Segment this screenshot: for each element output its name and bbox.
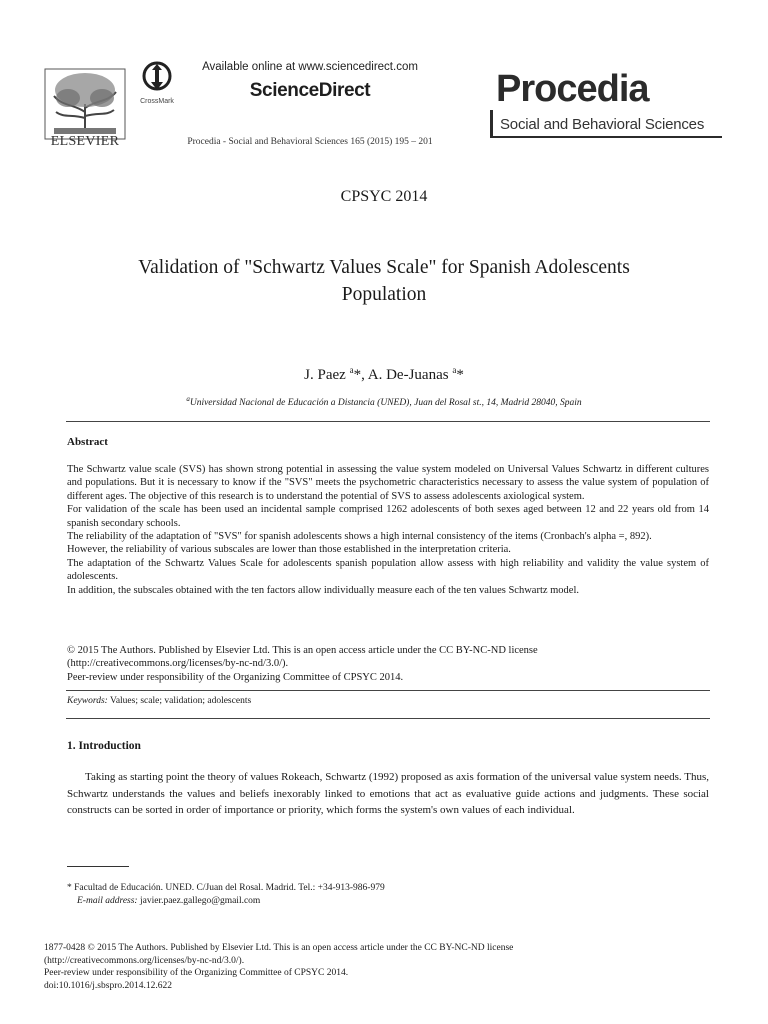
crossmark-label: CrossMark: [140, 98, 174, 105]
sciencedirect-logo[interactable]: ScienceDirect: [249, 80, 371, 101]
email-address[interactable]: javier.paez.gallego@gmail.com: [137, 896, 261, 906]
affiliation: [0, 395, 768, 408]
section-heading-introduction: 1. Introduction: [67, 740, 141, 752]
author-2: *, A. De-Juanas: [353, 367, 453, 383]
page-footer: [44, 942, 734, 992]
title-line-2: Population: [341, 284, 427, 305]
author-list: [0, 365, 768, 384]
affiliation-mark: a: [186, 395, 190, 403]
divider-bottom: [66, 718, 710, 719]
journal-citation: Procedia - Social and Behavioral Sciences 165 (2015) 195 – 201: [187, 137, 433, 147]
abstract-paragraph: For validation of the scale has been used an incidental sample comprised 1262 adolescents of both sexes aged between 12 and 22 years old from 14 spanish secondary schools.: [67, 504, 709, 529]
conference-name: CPSYC 2014: [340, 188, 428, 205]
author-1-affil: a: [349, 365, 354, 375]
footer-license-link[interactable]: (http://creativecommons.org/licenses/by-nc-nd/3.0/).: [44, 955, 245, 966]
abstract-paragraph: The reliability of the adaptation of "SVS" for spanish adolescents shows a high internal consistency of the items (Cronbach's alpha =, 892).: [67, 531, 652, 543]
procedia-frame-bottom: [490, 136, 722, 138]
abstract-paragraph: In addition, the subscales obtained with the ten factors allow individually measure each of the ten values Schwartz model.: [67, 584, 580, 596]
license-statement: [67, 644, 709, 684]
license-link[interactable]: (http://creativecommons.org/licenses/by-nc-nd/3.0/).: [67, 658, 289, 670]
abstract-paragraph: The adaptation of the Schwartz Values Scale for adolescents spanish population allow assess with high reliability and validity the value system of adolescents.: [67, 557, 709, 583]
elsevier-wordmark: ELSEVIER: [50, 134, 120, 149]
abstract-paragraph: However, the reliability of various subscales are lower than those established in the interpretation criteria.: [67, 544, 511, 556]
available-online-text: Available online at www.sciencedirect.com: [202, 61, 418, 73]
abstract-paragraph: The Schwartz value scale (SVS) has shown strong potential in assessing the value system modeled on Universal Values Schwartz in different cultures and populations. But it is necessary to know if the "SVS" meets the psychometric characteristics necessary to assess the value system of population of different ages. The objective of this research is to understand the potential of SVS to assess adolescents axiological system.: [67, 464, 709, 502]
divider-keywords: [66, 690, 710, 691]
footer-doi[interactable]: doi:10.1016/j.sbspro.2014.12.622: [44, 980, 172, 991]
email-label: E-mail address:: [77, 896, 138, 906]
keywords-list: Values; scale; validation; adolescents: [107, 696, 252, 706]
affiliation-text: Universidad Nacional de Educación a Distancia (UNED), Juan del Rosal st., 14, Madrid 28040, Spain: [189, 398, 582, 409]
article-title: [60, 254, 708, 308]
peer-review-line: Peer-review under responsibility of the Organizing Committee of CPSYC 2014.: [67, 671, 404, 683]
title-line-1: Validation of "Schwartz Values Scale" for Spanish Adolescents: [138, 257, 630, 278]
footer-peer-review: Peer-review under responsibility of the Organizing Committee of CPSYC 2014.: [44, 968, 349, 979]
keywords-label: Keywords:: [67, 696, 108, 706]
footnote-email: [77, 896, 717, 906]
divider-top: [66, 421, 710, 422]
footnote-rule: [67, 866, 129, 867]
procedia-frame-left: [490, 110, 493, 138]
author-2-mark: *: [456, 367, 464, 383]
crossmark-icon: [142, 60, 172, 96]
introduction-paragraph: Taking as starting point the theory of values Rokeach, Schwartz (1992) proposed as axis formation of the universal value system needs. Thus, Schwartz understands the values and beliefs inexorably linked to emotions that act as evaluative guide actions and judgments. These social constructs can be sorted in order of importance or priority, which forms the system's own values of each individual.: [67, 771, 709, 816]
keywords: [67, 696, 709, 706]
footnote-address: * Facultad de Educación. UNED. C/Juan del Rosal. Madrid. Tel.: +34-913-986-979: [67, 883, 385, 893]
procedia-subtitle: Social and Behavioral Sciences: [500, 116, 705, 133]
abstract-body: [67, 463, 709, 597]
author-1: J. Paez: [304, 367, 350, 383]
license-line: © 2015 The Authors. Published by Elsevier Ltd. This is an open access article under the CC BY-NC-ND license: [67, 645, 538, 656]
procedia-title: Procedia: [496, 68, 649, 110]
abstract-heading: Abstract: [67, 436, 108, 448]
author-2-affil: a: [452, 365, 457, 375]
footer-issn-license: 1877-0428 © 2015 The Authors. Published by Elsevier Ltd. This is an open access article under the CC BY-NC-ND license: [44, 943, 514, 953]
